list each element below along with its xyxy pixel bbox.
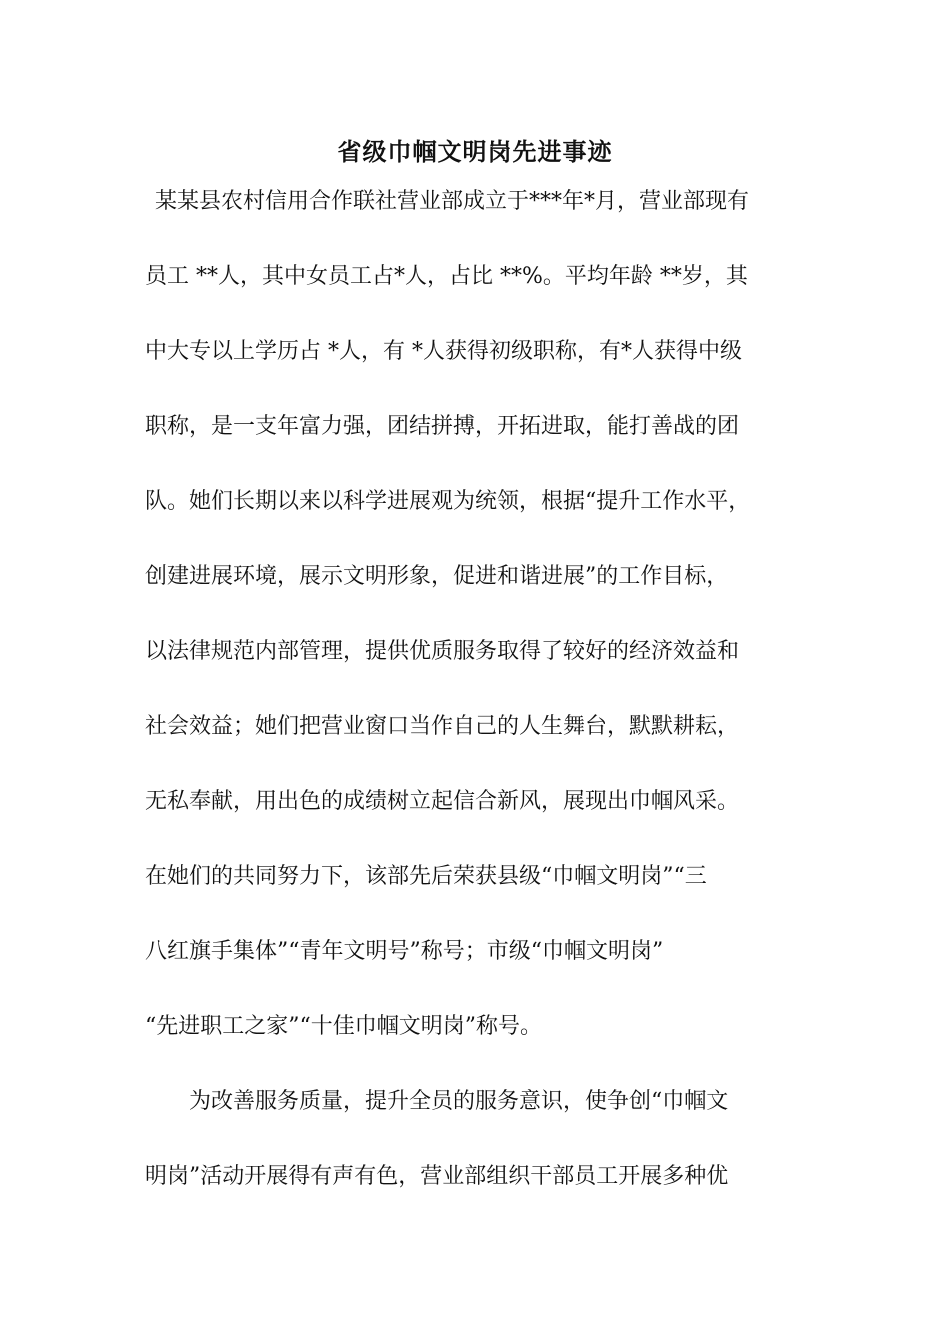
paragraph-line: 某某县农村信用合作联社营业部成立于***年*月，营业部现有 <box>155 189 750 214</box>
paragraph-line: 为改善服务质量，提升全员的服务意识，使争创“巾帼文 <box>189 1089 729 1114</box>
paragraph-line: 明岗”活动开展得有声有色，营业部组织干部员工开展多种优 <box>145 1164 729 1189</box>
paragraph-line: 中大专以上学历占 *人，有 *人获得初级职称，有*人获得中级 <box>145 339 742 364</box>
paragraph-line: 无私奉献，用出色的成绩树立起信合新风，展现出巾帼风采。 <box>145 789 740 814</box>
paragraph-line: 职称，是一支年富力强，团结拼搏，开拓进取，能打善战的团 <box>145 414 740 439</box>
paragraph-line: “先进职工之家”“十佳巾帼文明岗”称号。 <box>145 1014 542 1039</box>
document-title: 省级巾帼文明岗先进事迹 <box>337 137 613 166</box>
paragraph-line: 创建进展环境，展示文明形象，促进和谐进展”的工作目标， <box>145 564 729 589</box>
document-body <box>145 180 825 1230</box>
paragraph-line: 员工 **人，其中女员工占*人，占比 **%。平均年龄 **岁，其 <box>145 264 748 289</box>
paragraph-line: 社会效益；她们把营业窗口当作自己的人生舞台，默默耕耘， <box>145 714 740 739</box>
paragraph-line: 在她们的共同努力下，该部先后荣获县级“巾帼文明岗”“三 <box>145 864 707 889</box>
paragraph-line: 以法律规范内部管理，提供优质服务取得了较好的经济效益和 <box>145 639 740 664</box>
paragraph-line: 队。她们长期以来以科学进展观为统领，根据“提升工作水平， <box>145 489 751 514</box>
paragraph-line: 八红旗手集体”“青年文明号”称号；市级“巾帼文明岗” <box>145 939 664 964</box>
